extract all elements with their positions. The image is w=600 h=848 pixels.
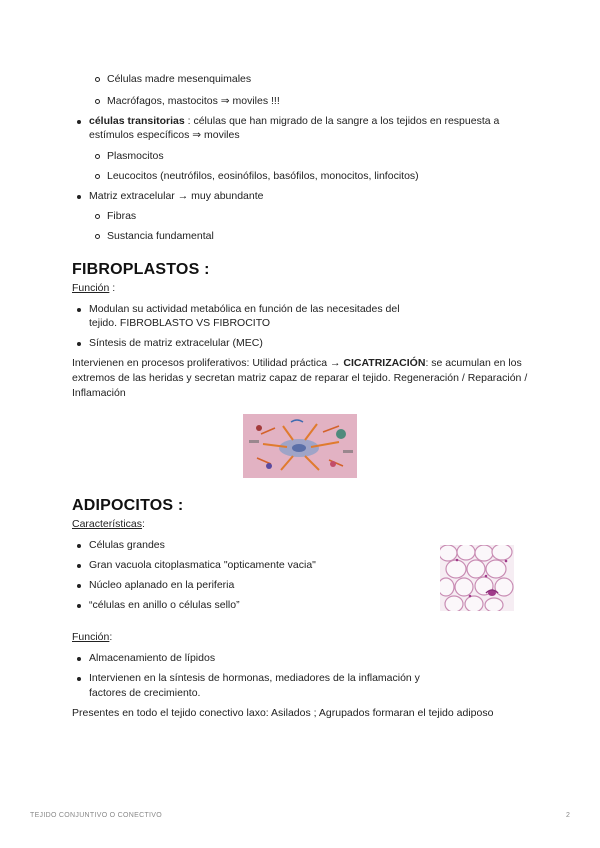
list-item: Macrófagos, mastocitos ⇒ moviles !!! — [107, 94, 280, 109]
list-item: Células madre mesenquimales — [107, 72, 251, 87]
list-item: Plasmocitos — [107, 149, 164, 164]
list-item: Almacenamiento de lípidos — [89, 651, 215, 666]
list-item: Gran vacuola citoplasmatica "opticamente vacia" — [89, 558, 316, 573]
list-item: Células grandes — [89, 538, 165, 553]
section-heading-adipocitos: ADIPOCITOS : — [72, 497, 184, 514]
list-item: células transitorias : células que han migrado de la sangre a los tejidos en respuesta a — [89, 114, 499, 129]
list-item: Fibras — [107, 209, 136, 224]
fibroblast-illustration — [243, 414, 357, 478]
paragraph-cicatrizacion: Intervienen en procesos proliferativos: Utilidad práctica → CICATRIZACIÓN: se acumulan en los extremos de las heridas y secretan matriz capaz de reparar el tejido. Regeneración / Reparación / Inflamación — [72, 357, 528, 400]
list-item: Síntesis de matriz extracelular (MEC) — [89, 336, 263, 351]
list-item: Sustancia fundamental — [107, 229, 214, 244]
page-number: 2 — [566, 812, 570, 819]
list-item-continuation: factores de crecimiento. — [89, 687, 201, 699]
list-item: Leucocitos (neutrófilos, eosinófilos, basófilos, monocitos, linfocitos) — [107, 169, 419, 184]
subheading-funcion: Función : — [72, 282, 116, 294]
list-item-continuation: estímulos específicos ⇒ moviles — [89, 129, 240, 141]
list-item: “células en anillo o células sello” — [89, 598, 240, 613]
paragraph-closing: Presentes en todo el tejido conectivo laxo: Asilados ; Agrupados formaran el tejido adiposo — [72, 707, 494, 719]
list-item: Matriz extracelular → muy abundante — [89, 189, 264, 204]
section-heading-fibroplastos: FIBROPLASTOS : — [72, 261, 210, 278]
subheading-caracteristicas: Características: — [72, 518, 145, 530]
list-item: Intervienen en la síntesis de hormonas, mediadores de la inflamación y — [89, 671, 420, 686]
list-item-continuation: tejido. FIBROBLASTO VS FIBROCITO — [89, 317, 271, 329]
bold-term: células transitorias — [89, 115, 185, 127]
footer-title: TEJIDO CONJUNTIVO O CONECTIVO — [30, 812, 162, 819]
list-item: Modulan su actividad metabólica en función de las necesitades del — [89, 302, 400, 317]
adipose-tissue-image — [440, 545, 514, 611]
list-item: Núcleo aplanado en la periferia — [89, 578, 234, 593]
subheading-funcion: Función: — [72, 631, 113, 643]
